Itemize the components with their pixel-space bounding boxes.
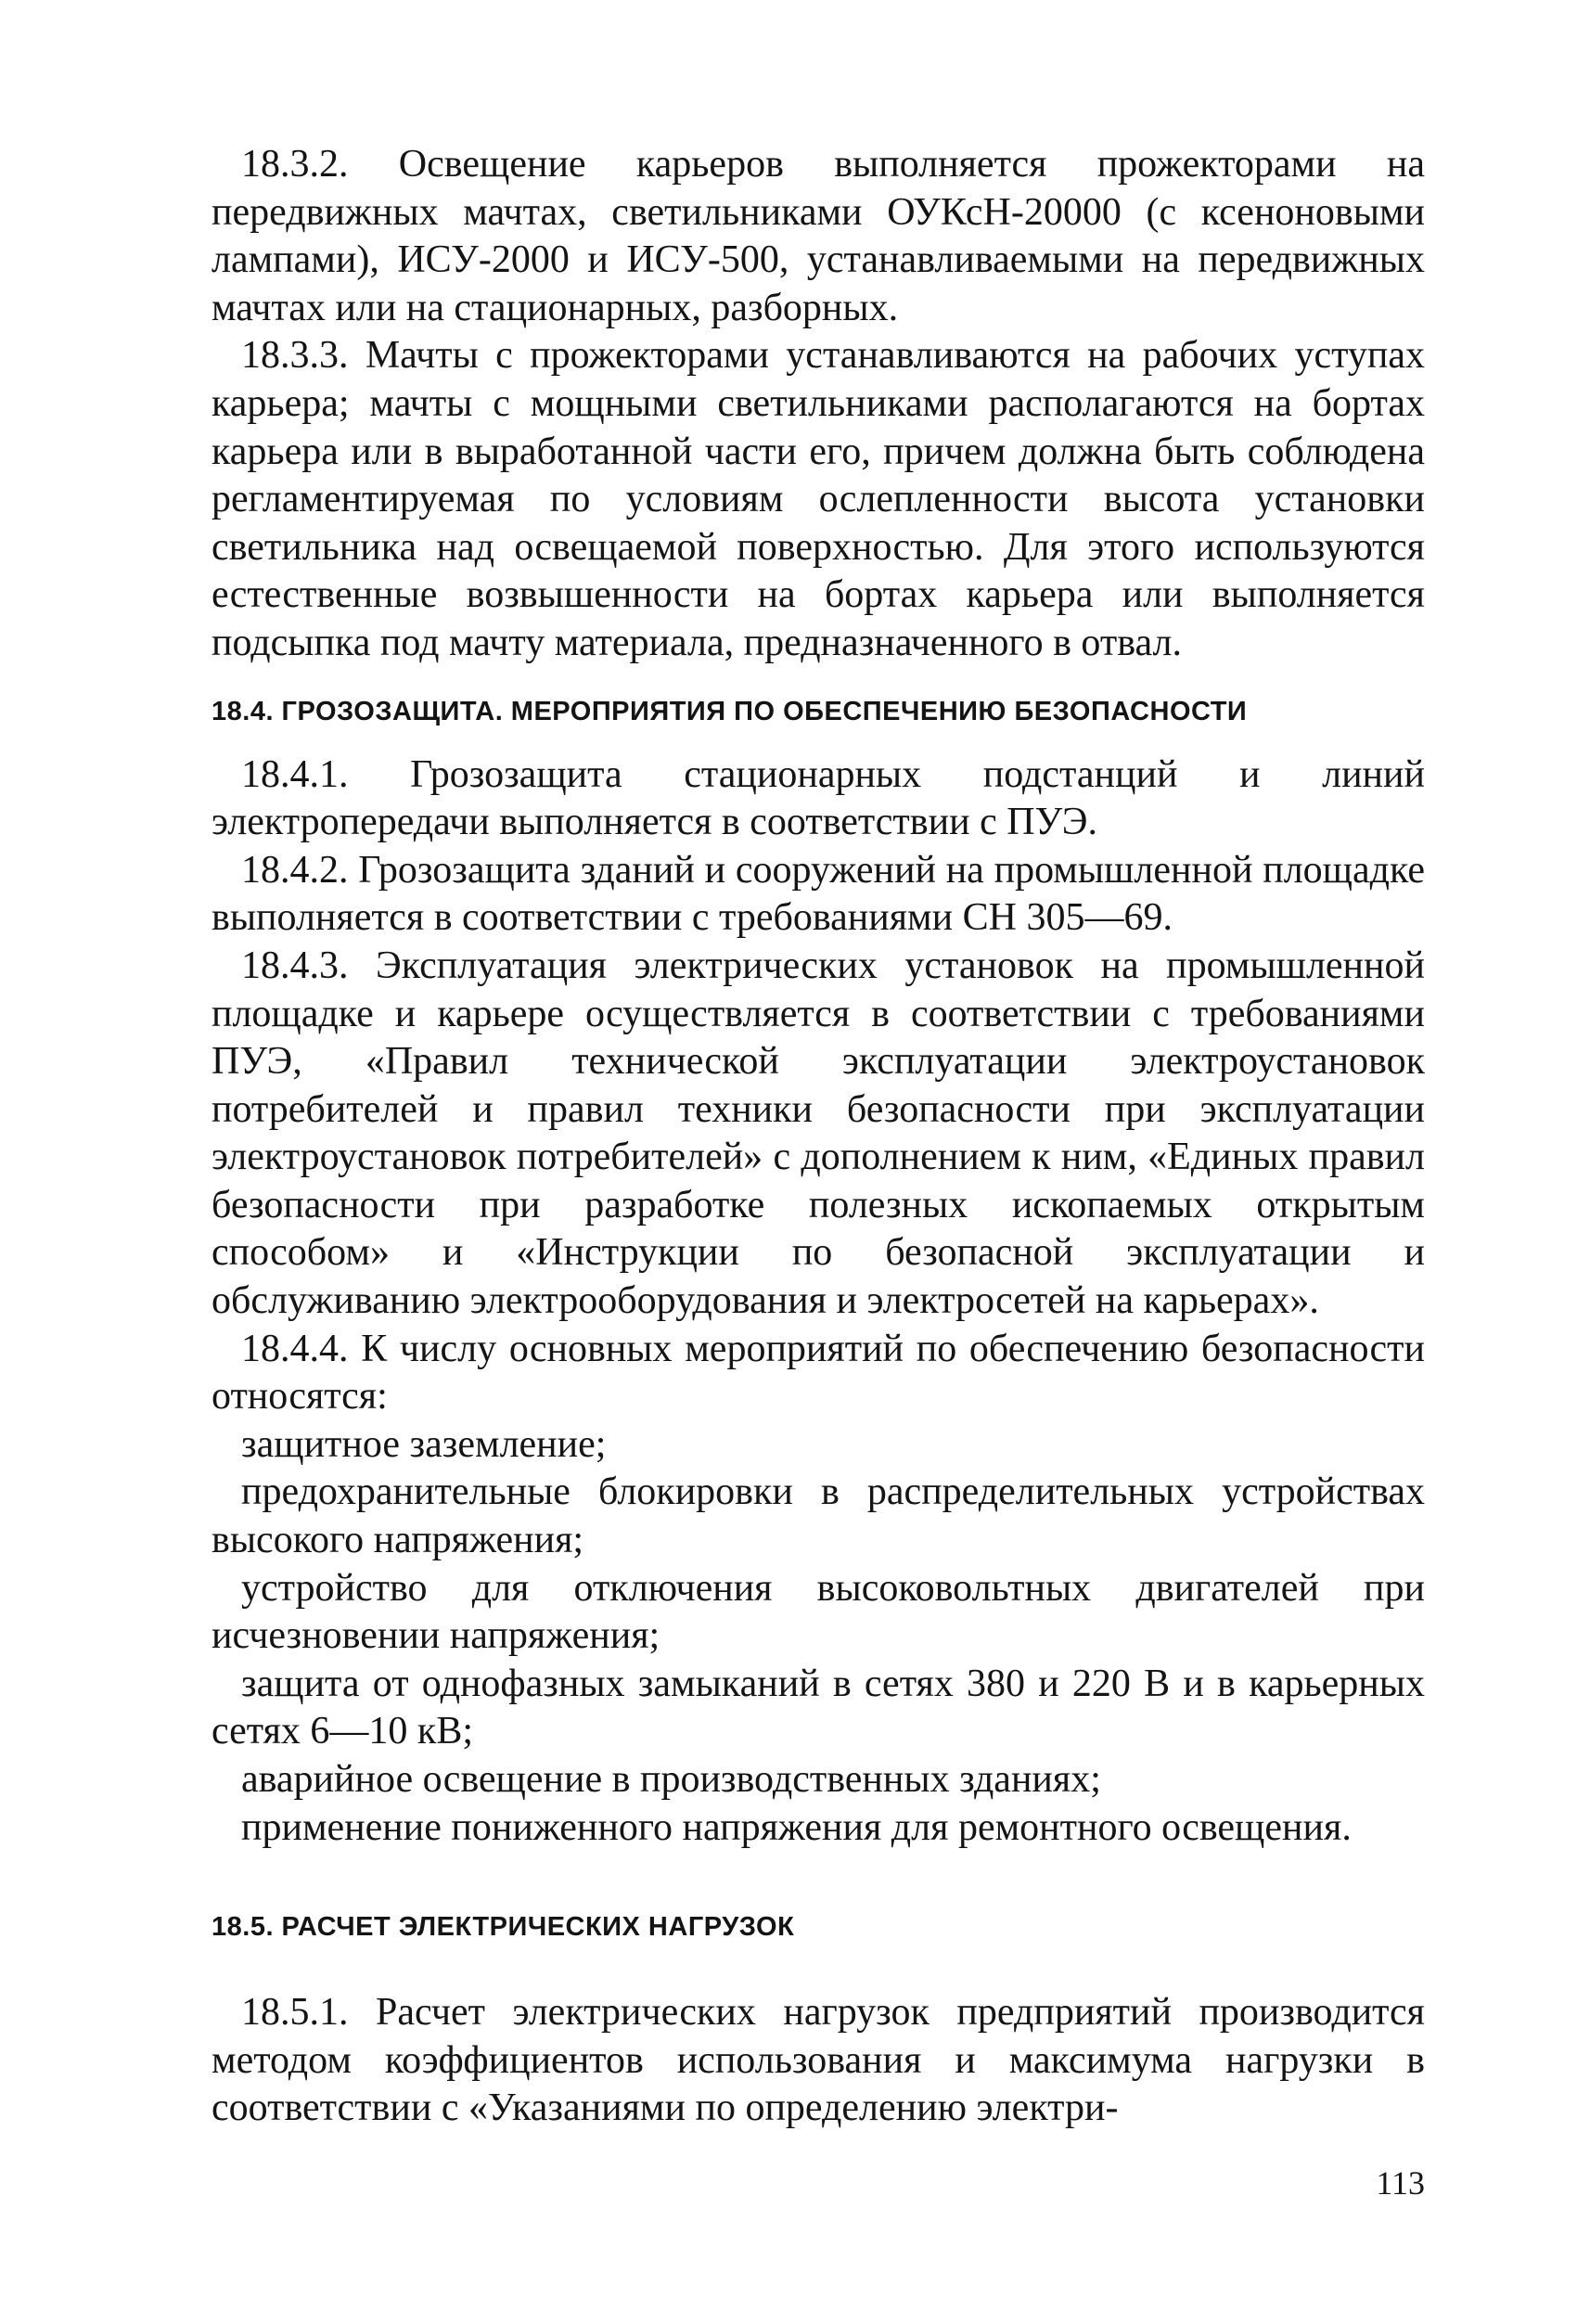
paragraph-18-5-1: 18.5.1. Расчет электрических нагрузок предприятий производится методом коэффициентов использования и максимума нагрузки в соответствии с «Указаниями по определению электри- [212,1991,1425,2130]
paragraph-18-3-3: 18.3.3. Мачты с прожекторами устанавливаются на рабочих уступах карьера; мачты с мощными светильниками располагаются на бортах карьера или в выработанной части его, причем должна быть соблюдена регламентируемая по условиям ослепленности высота установки светильника над освещаемой поверхностью. Для этого используются естественные возвышенности на бортах карьера или выполняется подсыпка под мачту материала, предназначенного в отвал. [212,334,1425,664]
paragraph-18-3-2: 18.3.2. Освещение карьеров выполняется прожекторами на передвижных мачтах, светильниками ОУКсН-20000 (с ксеноновыми лампами), ИСУ-2000 и ИСУ-500, устанавливаемыми на передвижных мачтах или на стационарных, разборных. [212,143,1425,329]
list-item: аварийное освещение в производственных зданиях; [241,1758,1101,1801]
paragraph-18-4-4: 18.4.4. К числу основных мероприятий по обеспечению безопасности относятся: [212,1327,1425,1419]
page-number: 113 [1376,2164,1425,2202]
list-item: предохранительные блокировки в распределительных устройствах высокого напряжения; [212,1470,1425,1562]
list-item: защита от однофазных замыканий в сетях 380 и 220 В и в карьерных сетях 6—10 кВ; [212,1662,1425,1753]
paragraph-18-4-1: 18.4.1. Грозозащита стационарных подстанций и линий электропередачи выполняется в соответствии с ПУЭ. [212,752,1425,844]
paragraph-18-4-2: 18.4.2. Грозозащита зданий и сооружений на промышленной площадке выполняется в соответствии с требованиями СН 305—69. [212,848,1425,940]
list-item: устройство для отключения высоковольтных двигателей при исчезновении напряжения; [212,1566,1425,1658]
list-item: защитное заземление; [241,1422,607,1466]
safety-measures-list [212,1421,1425,1852]
paragraph-18-4-3: 18.4.3. Эксплуатация электрических установок на промышленной площадке и карьере осуществляется в соответствии с требованиями ПУЭ, «Правил технической эксплуатации электроустановок потребителей и правил техники безопасности при эксплуатации электроустановок потребителей» с дополнением к ним, «Единых правил безопасности при разработке полезных ископаемых открытым способом» и «Инструкции по безопасной эксплуатации и обслуживанию электрооборудования и электросетей на карьерах». [212,944,1425,1323]
list-item: применение пониженного напряжения для ремонтного освещения. [241,1805,1352,1849]
section-heading-18-4: 18.4. ГРОЗОЗАЩИТА. МЕРОПРИЯТИЯ ПО ОБЕСПЕЧЕНИЮ БЕЗОПАСНОСТИ [212,696,1248,726]
document-page [212,141,1425,2133]
section-heading-18-5: 18.5. РАСЧЕТ ЭЛЕКТРИЧЕСКИХ НАГРУЗОК [212,1912,795,1943]
